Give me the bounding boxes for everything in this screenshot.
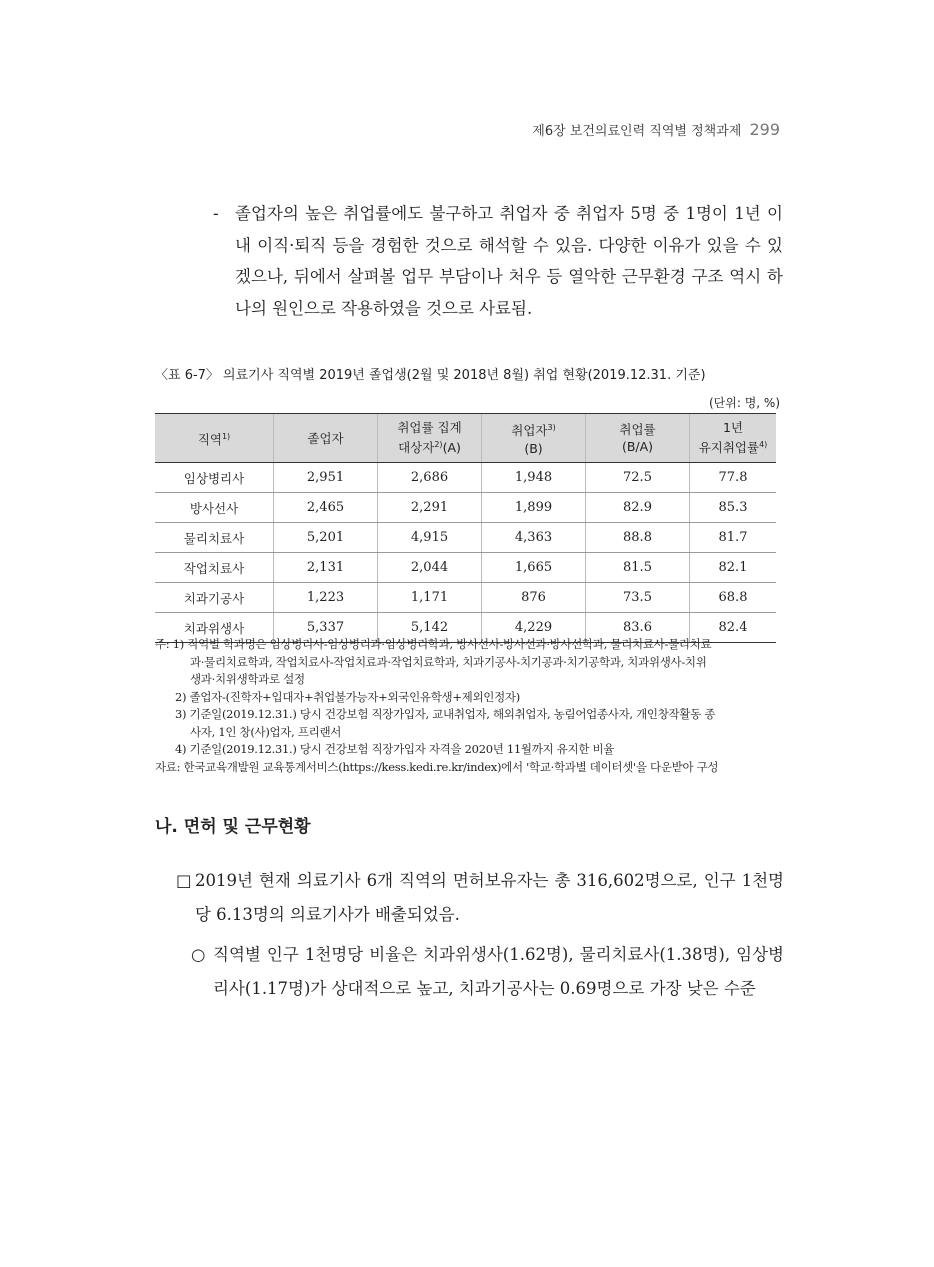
note-3-cont: 사자, 1인 창(사)업자, 프리랜서: [190, 724, 342, 739]
cell-employed: 876: [482, 583, 586, 613]
cell-employed: 1,665: [482, 553, 586, 583]
bullet-text: 2019년 현재 의료기사 6개 직역의 면허보유자는 총 316,602명으로, 인구 1천명당 6.13명의 의료기사가 배출되었음.: [195, 871, 784, 924]
running-header: [532, 120, 780, 139]
cell-rate: 73.5: [586, 583, 690, 613]
note-4: 4) 기준일(2019.12.31.) 당시 건강보험 직장가입자 자격을 2020년 11월까지 유지한 비율: [175, 742, 615, 756]
paragraph: [213, 198, 783, 324]
cell-occupation: 작업치료사: [155, 553, 274, 583]
note-3: 3) 기준일(2019.12.31.) 당시 건강보험 직장가입자, 교내취업자, 해외취업자, 농림어업종사자, 개인창작활동 종: [175, 707, 716, 721]
cell-occupation: 임상병리사: [155, 463, 274, 493]
square-bullet-icon: □: [176, 871, 192, 890]
cell-retention: 68.8: [690, 583, 777, 613]
cell-graduates: 2,465: [274, 493, 378, 523]
cell-target: 1,171: [378, 583, 482, 613]
table-source: 자료: 한국교육개발원 교육통계서비스(https://kess.kedi.re.kr/index)에서 '학교·학과별 데이터셋'을 다운받아 구성: [155, 759, 719, 774]
cell-rate: 82.9: [586, 493, 690, 523]
cell-rate: 72.5: [586, 463, 690, 493]
page-number: 299: [749, 120, 780, 139]
cell-rate: 88.8: [586, 523, 690, 553]
bullet-paragraph: [176, 864, 784, 932]
cell-employed: 4,363: [482, 523, 586, 553]
table-caption: 〈표 6-7〉 의료기사 직역별 2019년 졸업생(2월 및 2018년 8월) 취업 현황(2019.12.31. 기준): [155, 368, 706, 383]
note-1-cont: 생과·치위생학과로 설정: [190, 672, 305, 686]
cell-occupation: 치과위생사: [155, 613, 274, 643]
sub-bullet-paragraph: [191, 938, 784, 1006]
table-row: [155, 553, 776, 583]
cell-retention: 82.1: [690, 553, 777, 583]
employment-table: [155, 413, 776, 643]
cell-target: 5,142: [378, 613, 482, 643]
cell-occupation: 치과기공사: [155, 583, 274, 613]
cell-graduates: 5,201: [274, 523, 378, 553]
header-employed: 취업자$^{3)}$ (B): [482, 414, 586, 463]
sub-bullet-text: 직역별 인구 1천명당 비율은 치과위생사(1.62명), 물리치료사(1.38명), 임상병리사(1.17명)가 상대적으로 높고, 치과기공사는 0.69명으로 가장 낮은 수준: [213, 945, 784, 998]
note-1: 주: 1) 직역별 학과명은 임상병리사-임상병리과·임상병리학과, 방사선사-방사선과·방사선학과, 물리치료사-물리치료: [155, 637, 712, 651]
cell-graduates: 1,223: [274, 583, 378, 613]
header-target: 취업률 집계 대상자$^{2)}$(A): [378, 414, 482, 463]
cell-target: 2,291: [378, 493, 482, 523]
table-row: [155, 583, 776, 613]
table-row: [155, 493, 776, 523]
cell-employed: 1,899: [482, 493, 586, 523]
section-heading: 나. 면허 및 근무현황: [155, 817, 311, 837]
paragraph-text: 졸업자의 높은 취업률에도 불구하고 취업자 중 취업자 5명 중 1명이 1년 이내 이직·퇴직 등을 경험한 것으로 해석할 수 있음. 다양한 이유가 있을 수 있겠으나, 뒤에서 살펴볼 업무 부담이나 처우 등 열악한 근무환경 구조 역시 하나의 원인으로 작용하였을 것으로 사료됨.: [235, 204, 783, 318]
table-unit: (단위: 명, %): [708, 396, 780, 410]
table-notes: [155, 636, 785, 776]
header-graduates: 졸업자: [274, 414, 378, 463]
cell-employed: 4,229: [482, 613, 586, 643]
cell-target: 2,044: [378, 553, 482, 583]
cell-retention: 82.4: [690, 613, 777, 643]
header-rate: 취업률 (B/A): [586, 414, 690, 463]
cell-target: 2,686: [378, 463, 482, 493]
cell-target: 4,915: [378, 523, 482, 553]
note-2: 2) 졸업자-(진학자+입대자+취업불가능자+외국인유학생+제외인정자): [175, 689, 520, 704]
cell-employed: 1,948: [482, 463, 586, 493]
cell-retention: 81.7: [690, 523, 777, 553]
cell-retention: 85.3: [690, 493, 777, 523]
dash-marker: -: [213, 204, 219, 223]
table-header-row: [155, 414, 776, 463]
cell-retention: 77.8: [690, 463, 777, 493]
cell-occupation: 물리치료사: [155, 523, 274, 553]
table-row: [155, 463, 776, 493]
cell-occupation: 방사선사: [155, 493, 274, 523]
chapter-title: 제6장 보건의료인력 직역별 정책과제: [532, 124, 742, 139]
header-retention: 1년 유지취업률$^{4)}$: [690, 414, 777, 463]
cell-graduates: 2,131: [274, 553, 378, 583]
cell-graduates: 2,951: [274, 463, 378, 493]
circle-bullet-icon: ○: [191, 945, 206, 964]
header-occupation: 직역$^{1)}$: [155, 414, 274, 463]
note-1-cont: 과·물리치료학과, 작업치료사-작업치료과·작업치료학과, 치과기공사-치기공과·치기공학과, 치과위생사-치위: [190, 654, 707, 669]
table-row: [155, 523, 776, 553]
cell-graduates: 5,337: [274, 613, 378, 643]
cell-rate: 81.5: [586, 553, 690, 583]
cell-rate: 83.6: [586, 613, 690, 643]
